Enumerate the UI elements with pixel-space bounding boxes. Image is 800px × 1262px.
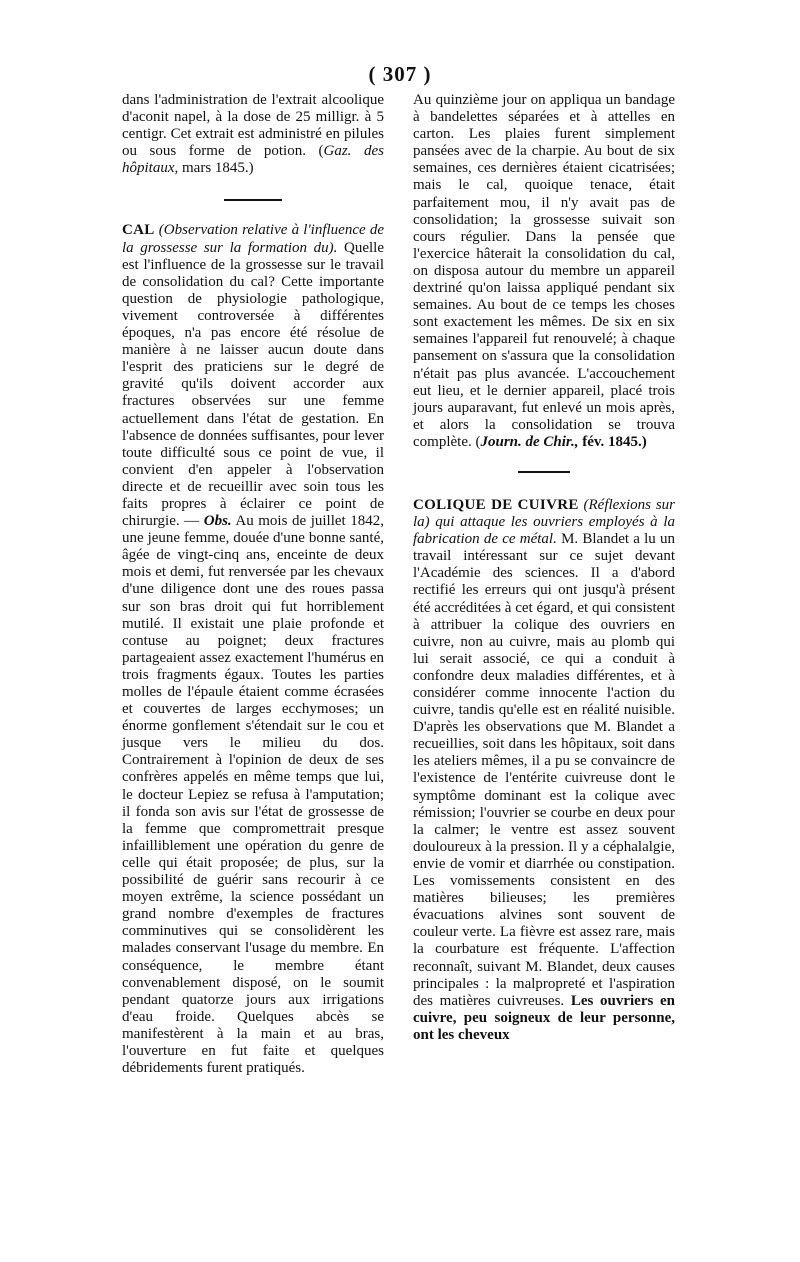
- paragraph-aconite-end: [122, 92, 384, 177]
- article-colique-de-cuivre: [413, 497, 675, 1044]
- left-column: [122, 92, 384, 1077]
- source-citation: Gaz. des hôpitaux,: [122, 143, 384, 177]
- article-heading: COLIQUE DE CUIVRE: [413, 496, 579, 513]
- section-divider: [518, 471, 570, 473]
- article-subheading: (Observation relative à l'influence de la grossesse sur la formation du).: [122, 222, 384, 256]
- article-subheading: (Réflexions sur la) qui attaque les ouvriers employés à la fabrication de ce métal.: [413, 496, 675, 548]
- paragraph-text: Quelle est l'influence de la grossesse sur le travail de consolidation du cal? Cette importante question de physiologie pathologique, vivement controversée à différentes époques, n'a pas encore été résolue de manière à ne laisser aucun doute dans l'esprit des praticiens sur le degré de gravité qu'ils doivent accorder aux fractures observées sur une femme actuellement dans l'état de gestation. En l'absence de données suffisantes, pour lever toute difficulté sous ce point de vue, il convient d'en appeler à l'observation directe et de recueillir avec soin tous les faits propres à éclairer ce point de chirurgie. —: [122, 239, 385, 530]
- article-heading: CAL: [122, 222, 155, 239]
- citation-date: fév. 1845.): [578, 433, 647, 450]
- paragraph-text: M. Blandet a lu un travail intéressant sur ce sujet devant l'Académie des sciences. Il a d'abord rectifié les erreurs qui ont jusqu'à présent été accréditées à cet égard, et qui consistent à attribuer la colique des ouvriers en cuivre, non au cuivre, mais au plomb qui lui serait associé, ce qui a conduit à confondre deux maladies différentes, et à considérer comme innocente l'action du cuivre, tandis qu'elle est en réalité nuisible. D'après les observations que M. Blandet a recueillies, soit dans les hôpitaux, soit dans les ateliers mêmes, il a pu se convaincre de l'existence de l'entérite cuivreuse dont le symptôme dominant est la colique avec rémission; l'ouvrier se courbe en deux pour la calmer; le ventre est assez souvent douloureux à la pression. Il y a céphalalgie, envie de vomir et diarrhée ou constipation. Les vomissements consistent en des matières bilieuses; les premières évacuations alvines sont souvent de couleur verte. La fièvre est assez rare, mais la courbature est fréquente. L'affection reconnaît, suivant M. Blandet, deux causes principales : la malpropreté et l'aspiration des matières cuivreuses.: [413, 531, 675, 1009]
- page-number: ( 307 ): [368, 62, 432, 86]
- article-cal: [122, 222, 384, 1077]
- observation-label: Obs.: [203, 513, 232, 530]
- paragraph-text: Au mois de juillet 1842, une jeune femme, douée d'une bonne santé, âgée de vingt-cinq ans, enceinte de deux mois et demi, fut renversée par les chevaux d'une diligence dont une des roues passa sur son bras droit qui fut horriblement mutilé. Il existait une plaie profonde et contuse au poignet; deux fractures partageaient assez exactement l'humérus en trois fragments égaux. Toutes les parties molles de l'épaule étaient comme écrasées et couvertes de larges ecchymoses; un énorme gonflement s'étendait sur le cou et jusque vers le milieu du dos. Contrairement à l'opinion de deux de ses confrères appelés en même temps que lui, le docteur Lepiez se refusa à l'amputation; il fonda son avis sur l'état de grossesse de la femme que compromettrait presque infailliblement une opération du genre de celle qui était proposée; de plus, sur la possibilité de guérir sans recourir à ce moyen extrême, la science possédant un grand nombre d'exemples de fractures comminutives qui se consolidèrent les malades conservant l'usage du membre. En conséquence, le membre étant convenablement disposé, on le soumit pendant quatorze jours aux irrigations d'eau froide. Quelques abcès se manifestèrent à la main et au bras, l'ouverture en fut faite et quelques débridements furent pratiqués.: [122, 513, 384, 1077]
- right-column: [413, 92, 675, 1044]
- citation-date: mars 1845.): [178, 160, 254, 177]
- paragraph-bold-text: Les ouvriers en cuivre, peu soigneux de leur personne, ont les cheveux: [413, 992, 675, 1043]
- paragraph-text: dans l'administration de l'extrait alcoolique d'aconit napel, à la dose de 25 milligr. à 5 centigr. Cet extrait est administré en pilules ou sous forme de potion. (: [122, 92, 384, 160]
- paragraph-cal-continued: [413, 92, 675, 451]
- paragraph-text: Au quinzième jour on appliqua un bandage à bandelettes séparées et à attelles en carton. Les plaies furent simplement pansées avec de la charpie. Au bout de six semaines, ces dernières étaient cicatrisées; mais le cal, quoique tenace, était parfaitement mou, il n'y avait pas de consolidation; la grossesse suivait son cours régulier. Dans la pensée que l'exercice hâterait la consolidation du cal, on disposa autour du membre un appareil dextriné qu'on laissa appliqué pendant six semaines. Au bout de ce temps les choses sont exactement les mêmes. De six en six semaines l'appareil fut renouvelé; à chaque pansement on s'assura que la consolidation n'était pas plus avancée. L'accouchement eut lieu, et le dernier appareil, placé trois jours auparavant, fut enlevé un mois après, et alors la consolidation se trouva complète. (: [413, 92, 675, 450]
- section-divider: [224, 199, 282, 201]
- source-citation: Journ. de Chir.,: [480, 433, 579, 450]
